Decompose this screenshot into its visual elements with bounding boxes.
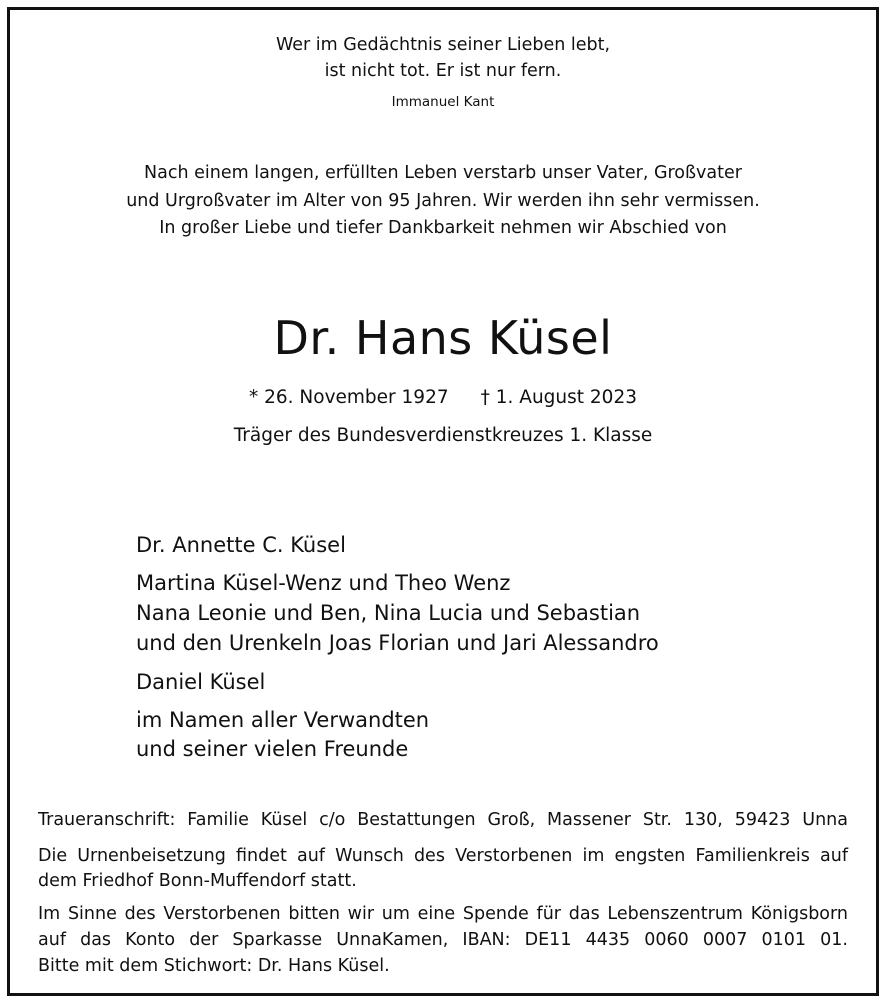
intro-line-3: In großer Liebe und tiefer Dankbarkeit nehmen wir Abschied von [159, 218, 727, 238]
quote-author: Immanuel Kant [391, 94, 495, 110]
quote-line-1: Wer im Gedächtnis seiner Lieben lebt, [275, 35, 611, 55]
mourner-line: Martina Küsel-Wenz und Theo Wenz [136, 571, 511, 595]
intro-line-1: Nach einem langen, erfüllten Leben verstarb unser Vater, Großvater [144, 163, 742, 183]
donation-line-1: Im Sinne des Verstorbenen bitten wir um eine Spende für das Lebenszentrum Königsborn [38, 904, 848, 924]
mourner-line: und seiner vielen Freunde [136, 737, 409, 761]
mourner-line: Dr. Annette C. Küsel [136, 533, 346, 557]
donation-line-2: auf das Konto der Sparkasse UnnaKamen, IBAN: DE11 4435 0060 0007 0101 01. [38, 930, 848, 950]
quote-line-2: ist nicht tot. Er ist nur fern. [324, 61, 562, 81]
donation-line-3: Bitte mit dem Stichwort: Dr. Hans Küsel. [38, 956, 390, 976]
mourner-line: Daniel Küsel [136, 670, 266, 694]
birth-date: * 26. November 1927 [248, 387, 449, 408]
mourner-line: und den Urenkeln Joas Florian und Jari Alessandro [136, 631, 659, 655]
honor-line: Träger des Bundesverdienstkreuzes 1. Klasse [233, 425, 653, 446]
burial-line-1: Die Urnenbeisetzung findet auf Wunsch des Verstorbenen im engsten Familienkreis auf [38, 846, 848, 866]
intro-line-2: und Urgroßvater im Alter von 95 Jahren. Wir werden ihn sehr vermissen. [126, 191, 760, 211]
deceased-name: Dr. Hans Küsel [273, 311, 613, 365]
funeral-address: Traueranschrift: Familie Küsel c/o Bestattungen Groß, Massener Str. 130, 59423 Unna [38, 810, 848, 830]
mourner-line: im Namen aller Verwandten [136, 708, 430, 732]
death-date: † 1. August 2023 [480, 387, 637, 408]
mourner-line: Nana Leonie und Ben, Nina Lucia und Sebastian [136, 601, 641, 625]
burial-line-2: dem Friedhof Bonn-Muffendorf statt. [38, 871, 357, 891]
life-dates [0, 389, 886, 408]
